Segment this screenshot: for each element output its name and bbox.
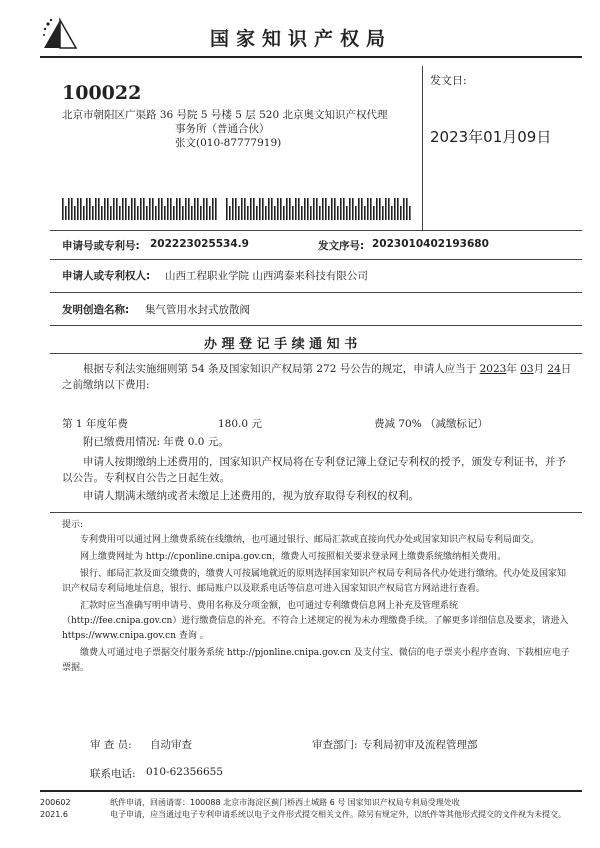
paid-info: 附已缴费用情况: 年费 0.0 元。	[83, 436, 229, 448]
deadline-day: 24	[547, 363, 561, 375]
examiner: 自动审查	[150, 739, 192, 751]
issue-date-box	[422, 66, 423, 230]
rule-top	[50, 230, 582, 231]
tips-heading: 提示:	[62, 520, 84, 530]
footer-paper-filing: 纸件申请，回函请寄：100088 北京市海淀区蓟门桥西土城路 6 号 国家知识产权局专利局受理处收	[110, 798, 460, 807]
contact-person: 张文(010-87777919)	[175, 137, 282, 149]
notice-intro-b: 之前缴纳以下费用:	[62, 379, 150, 391]
tip-item: 银行、邮局汇款及面交缴费的，缴费人可按属地就近的原则选择国家知识产权局专利局各代办处进行缴纳。代办处及国家知识产权局专利局地址信息，银行、邮局账户以及联系电话等信息可进入国家知识产权局官方网站进行查看。	[62, 569, 567, 594]
tip-item: 专利费用可以通过网上缴费系统在线缴纳，也可通过银行、邮局汇款或直接向代办处或国家知识产权局专利局面交。	[80, 535, 540, 545]
header-rule	[40, 56, 582, 58]
application-no-label: 申请号或专利号:	[62, 240, 140, 252]
rule-row1	[50, 259, 582, 260]
tips-list	[62, 533, 572, 676]
deadline-month-unit: 月	[533, 363, 545, 375]
department-label: 审查部门:	[312, 739, 358, 751]
notice-intro-a: 根据专利法实施细则第 54 条及国家知识产权局第 272 号公告的规定，申请人应当于	[83, 363, 477, 375]
deadline-month: 03	[520, 363, 534, 375]
rule-row2	[50, 292, 582, 293]
applicant-label: 申请人或专利权人:	[62, 270, 151, 282]
agency-title: 国家知识产权局	[210, 28, 393, 50]
examiner-label: 审 查 员:	[90, 739, 132, 751]
department: 专利局初审及流程管理部	[362, 739, 478, 751]
tip-item: 缴费人可通过电子票据交付服务系统 http://pjonline.cnipa.gov.cn 及支付宝、微信的电子票夹小程序查询、下载相应电子票据。	[62, 648, 570, 673]
cnipa-emblem-icon	[40, 14, 80, 54]
invention-name: 集气管用水封式放散阀	[145, 304, 250, 316]
phone: 010-62356655	[146, 766, 224, 778]
applicant: 山西工程职业学院 山西鸿泰来科技有限公司	[165, 270, 368, 282]
address-line-1: 北京市朝阳区广渠路 36 号院 5 号楼 5 层 520 北京奥文知识产权代理	[62, 109, 388, 121]
tip-item: 汇款时应当准确写明申请号、费用名称及分项金额，也可通过专利缴费信息网上补充及管理系统（http://fee.cnipa.gov.cn）进行缴费信息的补充。不符合上述规定的视为未办理缴费手续。了解更多详细信息及要求，请进入 https://www.cnipa.gov.cn 查询 。	[62, 601, 569, 641]
deadline-day-unit: 日	[560, 363, 572, 375]
address-line-2: 事务所（普通合伙）	[175, 123, 270, 135]
footer-rule	[40, 790, 582, 792]
form-code: 200602	[40, 798, 71, 807]
application-no: 202223025534.9	[150, 238, 249, 250]
fee-amount: 180.0 元	[218, 418, 262, 430]
dispatch-no: 2023010402193680	[372, 238, 489, 250]
notice-title: 办 理 登 记 手 续 通 知 书	[204, 337, 358, 352]
notice-paragraph-2: 申请人期满未缴纳或者未缴足上述费用的，视为放弃取得专利权的权利。	[83, 490, 419, 502]
form-version: 2021.6	[40, 810, 68, 819]
rule-tips	[50, 512, 582, 513]
deadline-year-unit: 年	[506, 363, 517, 375]
rule-row3	[50, 325, 582, 326]
phone-label: 联系电话:	[90, 768, 136, 780]
footer-electronic-filing: 电子申请，应当通过电子专利申请系统以电子文件形式提交相关文件。除另有规定外，以纸件等其他形式提交的文件视为未提交。	[110, 810, 566, 819]
postal-barcode-left	[62, 198, 220, 220]
postcode: 100022	[62, 82, 142, 104]
fee-name: 第 1 年度年费	[62, 418, 128, 430]
deadline-year: 2023	[479, 363, 507, 375]
tip-item: 网上缴费网址为 http://cponline.cnipa.gov.cn，缴费人可按照相关要求登录网上缴费系统缴纳相关费用。	[80, 552, 507, 562]
issue-date-value: 2023年01月09日	[430, 128, 552, 146]
cnipa-logo	[40, 14, 80, 54]
dispatch-no-label: 发文序号:	[318, 240, 365, 252]
postal-barcode-right	[226, 198, 412, 220]
issue-date-label: 发文日:	[430, 74, 467, 87]
invention-label: 发明创造名称:	[62, 304, 130, 316]
notice-paragraph-1: 申请人按期缴纳上述费用的，国家知识产权局将在专利登记簿上登记专利权的授予，颁发专利证书，并予以公告。专利权自公告之日起生效。	[62, 456, 566, 484]
notice-intro	[62, 361, 572, 393]
rule-notice	[50, 353, 582, 354]
fee-reduction: 费减 70% （减缴标记）	[374, 418, 489, 430]
